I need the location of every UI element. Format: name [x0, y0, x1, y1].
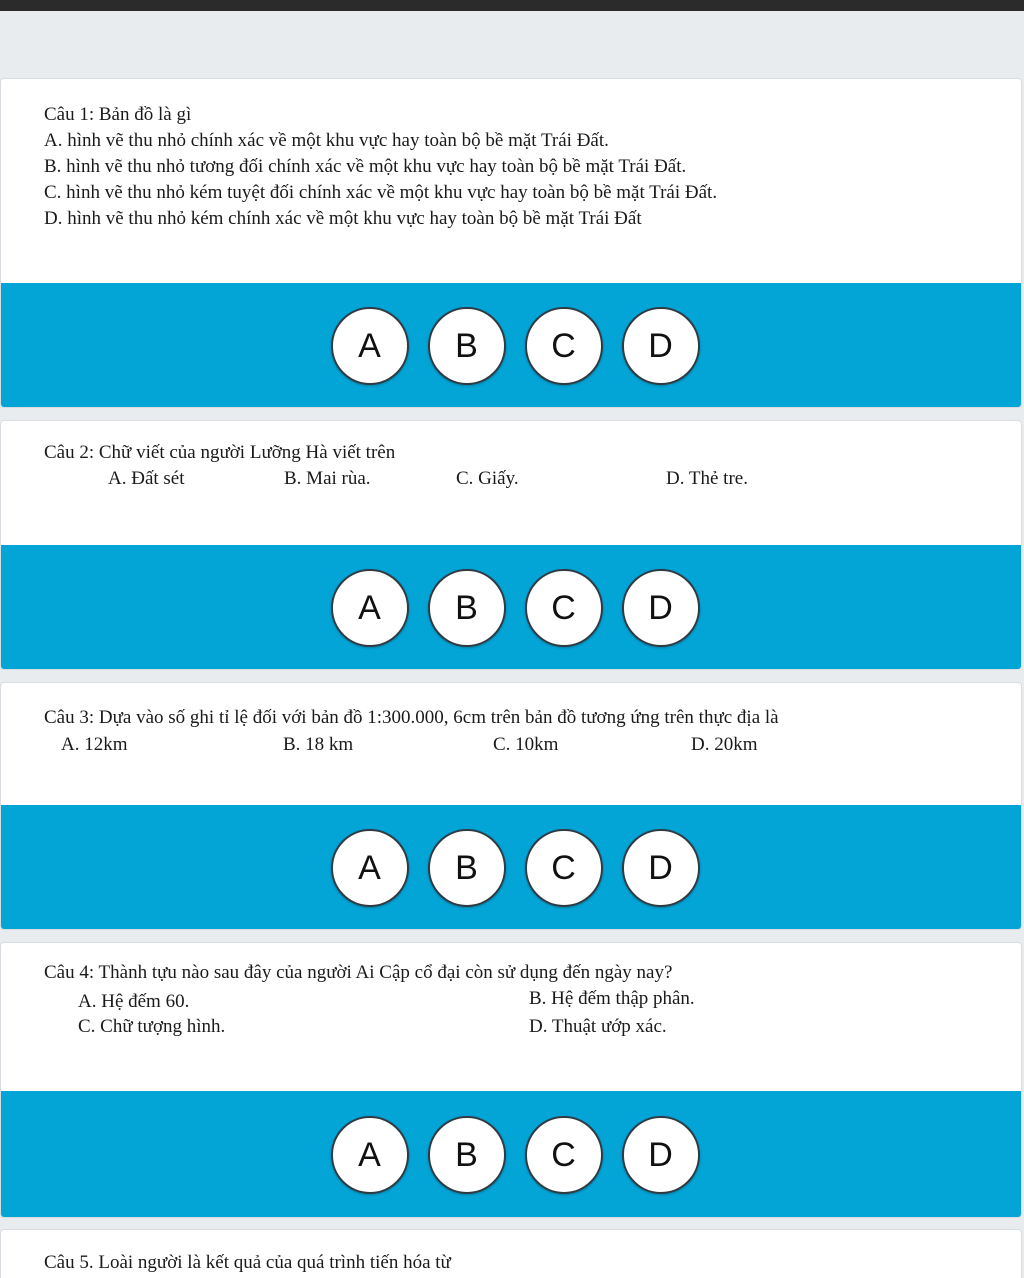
question-3-option-a: A. 12km [61, 734, 128, 755]
question-1-prompt: Câu 1: Bản đồ là gì [44, 104, 192, 125]
question-card-1 [0, 78, 1022, 408]
answer-bar-1 [1, 283, 1021, 408]
answer-c-button[interactable]: C [525, 569, 603, 647]
question-1-option-b: B. hình vẽ thu nhỏ tương đối chính xác về một khu vực hay toàn bộ bề mặt Trái Đất. [44, 156, 687, 177]
answer-bar-4 [1, 1091, 1021, 1218]
question-card-3 [0, 682, 1022, 930]
answer-b-button[interactable]: B [428, 569, 506, 647]
question-1-option-d: D. hình vẽ thu nhỏ kém chính xác về một khu vực hay toàn bộ bề mặt Trái Đất [44, 208, 642, 229]
question-4-prompt: Câu 4: Thành tựu nào sau đây của người Ai Cập cổ đại còn sử dụng đến ngày nay? [44, 962, 673, 983]
answer-c-button[interactable]: C [525, 307, 603, 385]
question-3-option-c: C. 10km [493, 734, 559, 755]
question-4-option-a: A. Hệ đếm 60. [78, 991, 190, 1012]
answer-d-button[interactable]: D [622, 1116, 700, 1194]
question-2-option-a: A. Đất sét [108, 468, 185, 489]
question-2-option-b: B. Mai rùa. [284, 468, 371, 489]
question-5-prompt: Câu 5. Loài người là kết quả của quá trình tiến hóa từ [44, 1252, 451, 1273]
answer-a-button[interactable]: A [331, 307, 409, 385]
answer-d-button[interactable]: D [622, 569, 700, 647]
answer-a-button[interactable]: A [331, 829, 409, 907]
answer-b-button[interactable]: B [428, 1116, 506, 1194]
question-card-4 [0, 942, 1022, 1218]
answer-bar-3 [1, 805, 1021, 930]
answer-a-button[interactable]: A [331, 569, 409, 647]
question-4-option-c: C. Chữ tượng hình. [78, 1016, 226, 1037]
answer-b-button[interactable]: B [428, 829, 506, 907]
question-3-prompt: Câu 3: Dựa vào số ghi tỉ lệ đối với bản đồ 1:300.000, 6cm trên bản đồ tương ứng trên thực địa là [44, 707, 779, 728]
answer-b-button[interactable]: B [428, 307, 506, 385]
question-2-option-d: D. Thẻ tre. [666, 468, 748, 489]
answer-c-button[interactable]: C [525, 1116, 603, 1194]
question-1-option-c: C. hình vẽ thu nhỏ kém tuyệt đối chính xác về một khu vực hay toàn bộ bề mặt Trái Đất. [44, 182, 718, 203]
question-3-option-d: D. 20km [691, 734, 758, 755]
answer-bar-2 [1, 545, 1021, 670]
question-2-prompt: Câu 2: Chữ viết của người Lưỡng Hà viết trên [44, 442, 396, 463]
answer-c-button[interactable]: C [525, 829, 603, 907]
question-card-5 [0, 1229, 1022, 1278]
question-4-option-d: D. Thuật ướp xác. [529, 1016, 667, 1037]
answer-d-button[interactable]: D [622, 307, 700, 385]
answer-d-button[interactable]: D [622, 829, 700, 907]
question-3-option-b: B. 18 km [283, 734, 354, 755]
question-card-2 [0, 420, 1022, 670]
question-2-option-c: C. Giấy. [456, 468, 519, 489]
answer-a-button[interactable]: A [331, 1116, 409, 1194]
question-4-option-b: B. Hệ đếm thập phân. [529, 988, 695, 1009]
question-1-option-a: A. hình vẽ thu nhỏ chính xác về một khu vực hay toàn bộ bề mặt Trái Đất. [44, 130, 609, 151]
top-bar [0, 0, 1024, 11]
